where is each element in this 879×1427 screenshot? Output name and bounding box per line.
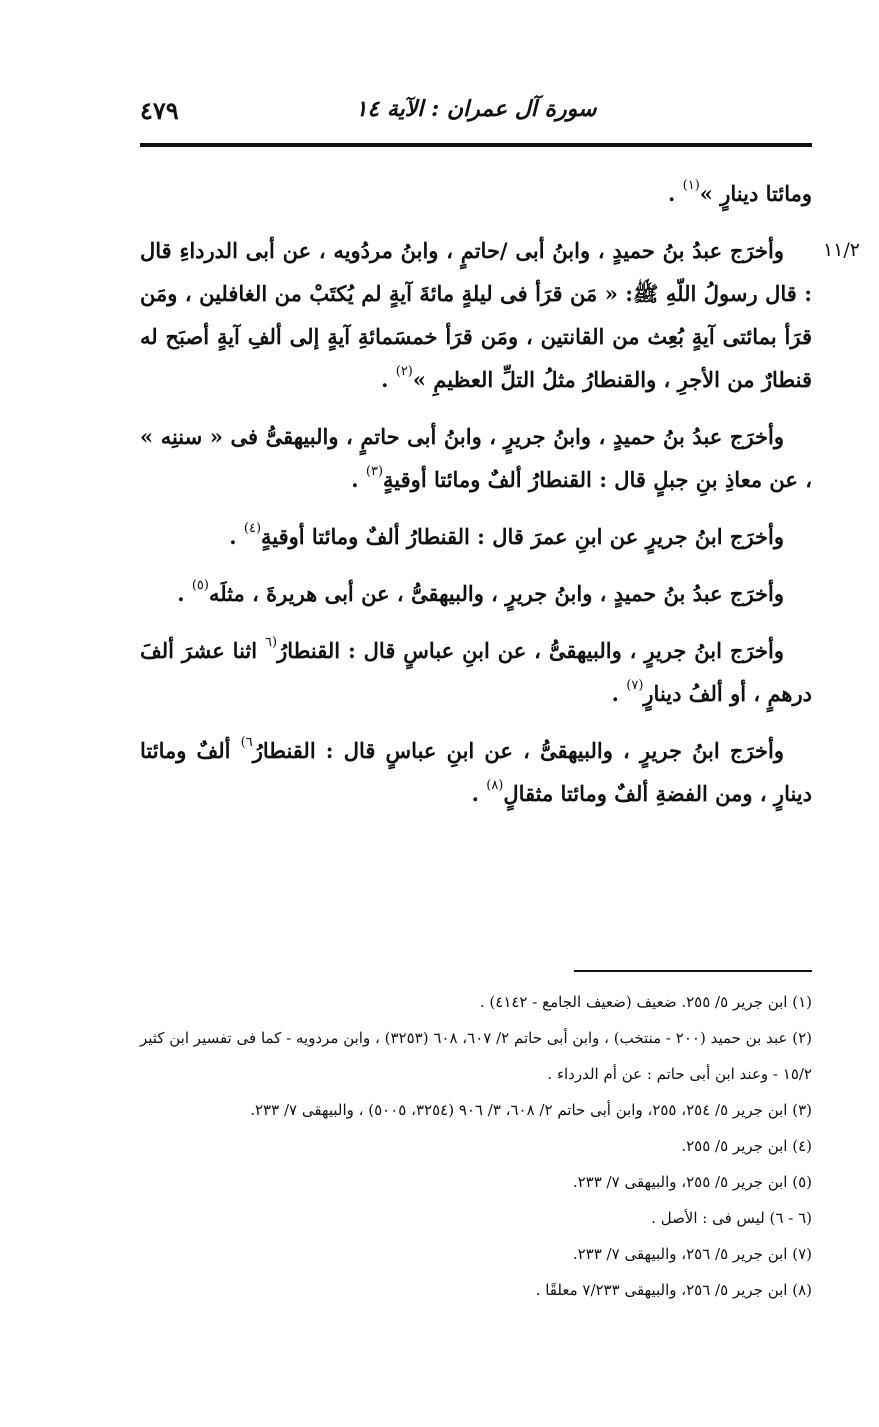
footnote-marker: (٤) [243,521,262,536]
footnote-7: (٧) ابن جرير ٥/ ٢٥٦، والبيهقى ٧/ ٢٣٣. [572,1245,812,1263]
paragraph-text-continued: ألفٌ ومائتا دينارٍ ، ومن الفضةِ ألفٌ ومائتا مثقالٍ [140,738,812,806]
footnote-marker: (٢) [395,364,413,379]
footnote-2: (٢) عبد بن حميد (٢٠٠ - منتخب) ، وابن أبى حاتم ٢/ ٦٠٧، ٦٠٨ (٣٢٥٣) ، وابن مردويه - كما فى تفسير ابن كثير ١٥/٢ - وعند ابن أبى حاتم : عن أم الدرداء . [140,1029,812,1083]
footnotes [140,984,812,1308]
footnote-1: (١) ابن جرير ٥/ ٢٥٥. ضعيف (ضعيف الجامع - ٤١٤٢) . [479,993,812,1011]
paragraph-tail: . [351,467,366,492]
footnote-5: (٥) ابن جرير ٥/ ٢٥٥، والبيهقى ٧/ ٢٣٣. [572,1173,812,1191]
paragraph-text: وأخرَج عبدُ بنُ حميدٍ ، وابنُ أبى /حاتمٍ ، وابنُ مردُويه ، عن أبى الدرداءِ قال : قال رسولُ اللّهِ ﷺ: « مَن قرَأ فى ليلةٍ مائةَ آيةٍ لم يُكتَبْ من الغافلين ، ومَن قرَأ بمائتى آيةٍ بُعِث من القانتين ، ومَن قرَأ خمسَمائةِ آيةٍ إلى ألفِ آيةٍ أصبَح له قنطارٌ من الأجرِ ، والقنطارُ مثلُ التلِّ العظيمِ » [140,238,813,392]
margin-reference: ١١/٢ [822,239,860,261]
paragraph-text: ومائتا دينارٍ » [699,181,812,206]
page-number: ٤٧٩ [140,96,179,125]
footnote-marker: (٨) [486,778,504,793]
footnote-4: (٤) ابن جرير ٥/ ٢٥٥. [681,1137,812,1155]
footnote-marker: (٧) [626,678,644,693]
paragraph-tail: . [177,581,192,606]
footnote-marker: ٦) [240,735,253,750]
paragraph-text: وأخرَج ابنُ جريرٍ ، والبيهقىُّ ، عن ابنِ عباسٍ قال : القنطارُ [252,738,784,763]
paragraph-3 [140,415,812,501]
paragraph-7 [140,729,812,815]
main-text [140,172,860,829]
paragraph-text-continued: اثنا عشرَ ألفَ درهمٍ ، أو ألفُ دينارٍ [140,638,812,706]
footnote-marker: (٦ [265,635,278,650]
paragraph-tail: . [611,681,627,706]
paragraph-tail: . [381,367,396,392]
footnote-separator [574,970,812,972]
paragraph-1 [140,172,812,215]
footnote-marker: (٣) [365,464,384,479]
paragraph-tail: . [471,781,487,806]
page-header [140,88,812,138]
paragraph-text: وأخرَج عبدُ بنُ حميدٍ ، وابنُ جريرٍ ، وابنُ أبى حاتمٍ ، والبيهقىُّ فى « سننِه » ، عن معاذِ بنِ جبلٍ قال : القنطارُ ألفٌ ومائتا أوقيةٍ [140,424,812,492]
footnote-8: (٨) ابن جرير ٥/ ٢٥٦، والبيهقى ٧/٢٣٣ معلقًا . [535,1281,812,1299]
footnote-3: (٣) ابن جرير ٥/ ٢٥٤، ٢٥٥، وابن أبى حاتم ٢/ ٦٠٨، ٣/ ٩٠٦ (٣٢٥٤، ٥٠٠٥) ، والبيهقى ٧/ ٢٣٣. [250,1101,812,1119]
paragraph-tail: . [229,524,244,549]
paragraph-4 [140,515,812,558]
footnote-6: (٦ - ٦) ليس فى : الأصل . [651,1209,812,1227]
paragraph-2 [140,229,860,401]
paragraph-text: وأخرَج عبدُ بنُ حميدٍ ، وابنُ جريرٍ ، والبيهقىُّ ، عن أبى هريرةَ ، مثلَه [208,581,784,606]
header-rule [140,143,812,147]
footnote-marker: (١) [682,178,700,193]
paragraph-6 [140,629,812,715]
running-title: سورة آل عمران : الآية ١٤ [355,96,597,122]
paragraph-5 [140,572,812,615]
paragraph-tail: . [668,181,683,206]
footnote-marker: (٥) [191,578,209,593]
paragraph-text: وأخرَج ابنُ جريرٍ عن ابنِ عمرَ قال : القنطارُ ألفٌ ومائتا أوقيةٍ [261,524,784,549]
paragraph-text: وأخرَج ابنُ جريرٍ ، والبيهقىُّ ، عن ابنِ عباسٍ قال : القنطارُ [277,638,784,663]
